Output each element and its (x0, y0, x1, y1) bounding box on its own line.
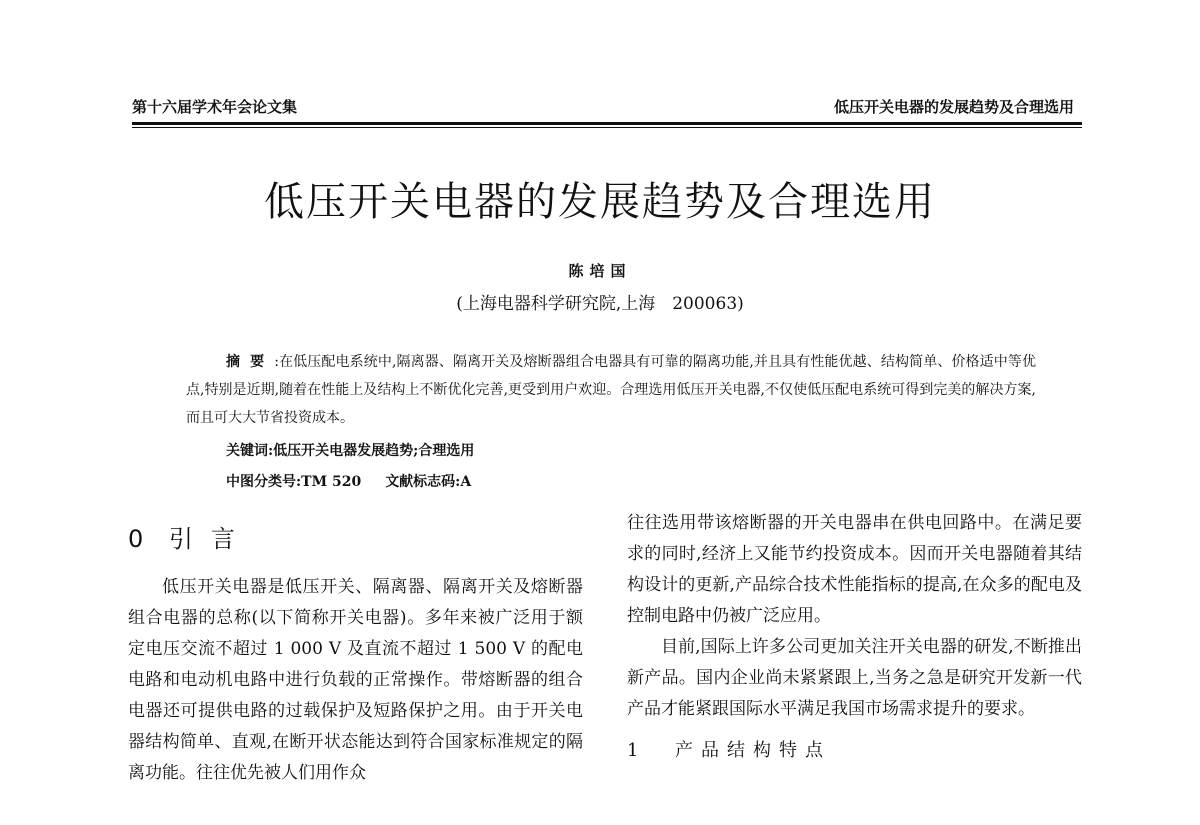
section-heading-structure (627, 735, 1082, 766)
header-rule (132, 122, 1082, 125)
header-rule-thin (132, 127, 1082, 128)
section-heading-introduction (128, 522, 583, 556)
running-header-journal: 第十六届学术年会论文集 (132, 98, 298, 116)
classification (226, 471, 471, 491)
section-title: 引言 (168, 525, 253, 553)
keywords: 关键词:低压开关电器发展趋势;合理选用 (226, 443, 475, 459)
author-affiliation: (上海电器科学研究院,上海 200063) (456, 294, 744, 314)
abstract (186, 348, 1036, 432)
body-paragraph: 目前,国际上许多公司更加关注开关电器的研发,不断推出新产品。国内企业尚未紧紧跟上,当务之急是研究开发新一代产品才能紧跟国际水平满足我国市场需求提升的要求。 (627, 637, 1082, 719)
abstract-text: :在低压配电系统中,隔离器、隔离开关及熔断器组合电器具有可靠的隔离功能,并且具有性能优越、结构简单、价格适中等优点,特别是近期,随着在性能上及结构上不断优化完善,更受到用户欢迎。合理选用低压开关电器,不仅使低压配电系统可得到完美的解决方案,而且可大大节省投资成本。 (186, 354, 1036, 426)
author-name: 陈培国 (568, 262, 632, 280)
section-number: 1 (627, 740, 639, 761)
left-column (128, 508, 583, 789)
body-paragraph: 往往选用带该熔断器的开关电器串在供电回路中。在满足要求的同时,经济上又能节约投资成本。因而开关电器随着其结构设计的更新,产品综合技术性能指标的提高,在众多的配电及控制电路中仍被广泛应用。 (627, 513, 1082, 626)
paper-title: 低压开关电器的发展趋势及合理选用 (264, 179, 936, 225)
running-header-title: 低压开关电器的发展趋势及合理选用 (833, 98, 1074, 116)
section-number: 0 (128, 525, 162, 553)
document-code: 文献标志码:A (385, 474, 472, 490)
section-title: 产品结构特点 (675, 740, 831, 761)
clc-number: 中图分类号:TM 520 (226, 474, 362, 490)
body-paragraph: 低压开关电器是低压开关、隔离器、隔离开关及熔断器组合电器的总称(以下简称开关电器)。多年来被广泛用于额定电压交流不超过 1 000 V 及直流不超过 1 500 V 的配电电路和电动机电路中进行负载的正常操作。带熔断器的组合电器还可提供电路的过载保护及短路保护之用。由于开关电器结构简单、直观,在断开状态能达到符合国家标准规定的隔离功能。往往优先被人们用作众 (128, 577, 583, 783)
abstract-label: 摘要 (226, 354, 275, 370)
right-column (627, 508, 1082, 766)
